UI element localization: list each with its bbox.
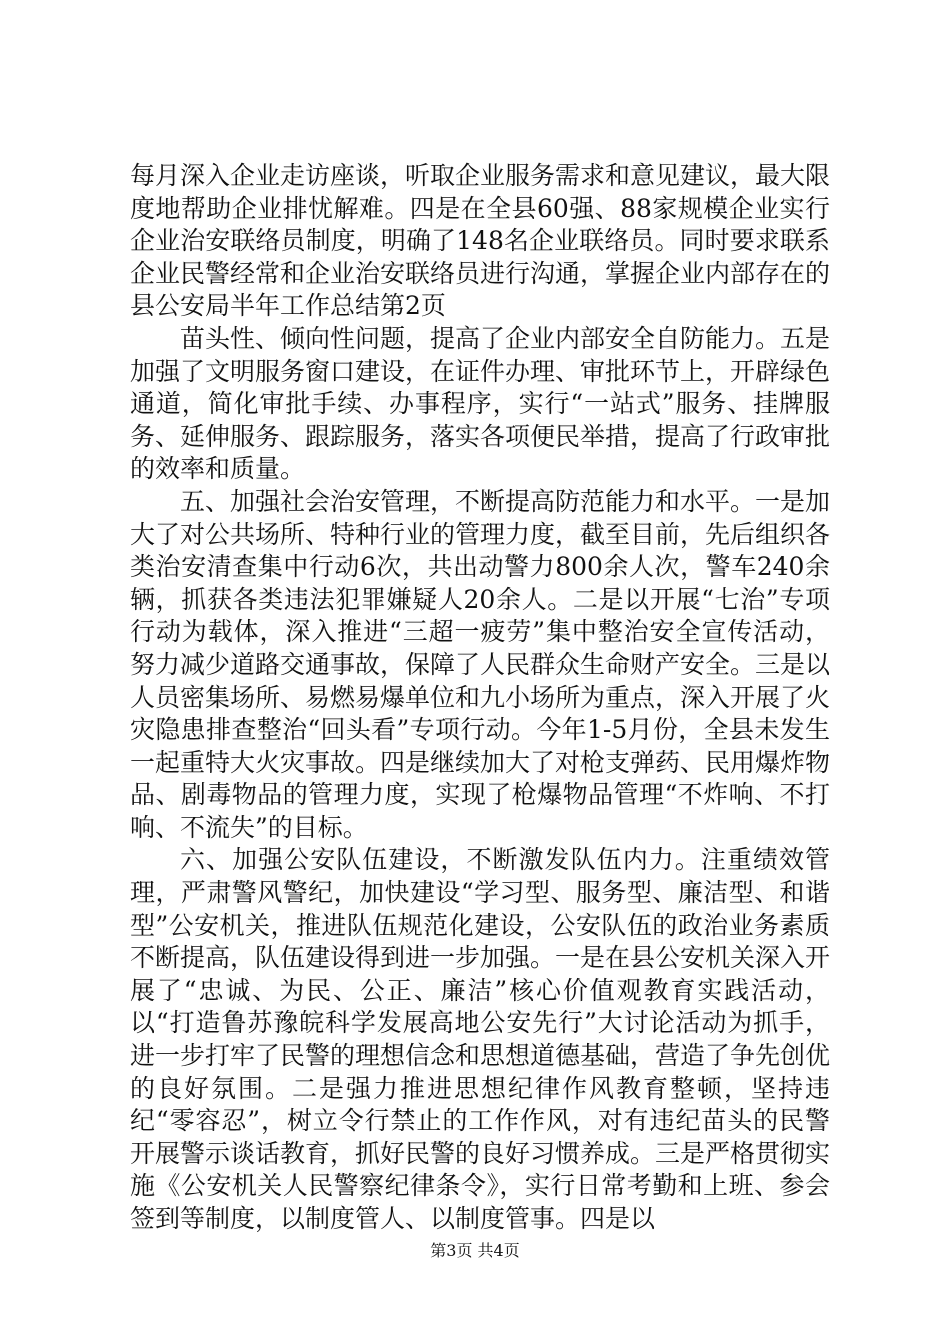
paragraph-1: 每月深入企业走访座谈，听取企业服务需求和意见建议，最大限度地帮助企业排忧解难。四是在全县60强、88家规模企业实行企业治安联络员制度，明确了148名企业联络员。同时要求联系企业民警经常和企业治安联络员进行沟通，掌握企业内部存在的县公安局半年工作总结第2页	[130, 161, 831, 321]
page-footer: 第3页 共4页	[430, 1241, 520, 1260]
paragraph-3: 五、加强社会治安管理，不断提高防范能力和水平。一是加大了对公共场所、特种行业的管理力度，截至目前，先后组织各类治安清查集中行动6次，共出动警力800余人次，警车240余辆，抓获各类违法犯罪嫌疑人20余人。二是以开展“七治”专项行动为载体，深入推进“三超一疲劳”集中整治安全宣传活动，努力减少道路交通事故，保障了人民群众生命财产安全。三是以人员密集场所、易燃易爆单位和九小场所为重点，深入开展了火灾隐患排查整治“回头看”专项行动。今年1-5月份，全县未发生一起重特大火灾事故。四是继续加大了对枪支弹药、民用爆炸物品、剧毒物品的管理力度，实现了枪爆物品管理“不炸响、不打响、不流失”的目标。	[130, 486, 831, 842]
paragraph-4: 六、加强公安队伍建设，不断激发队伍内力。注重绩效管理，严肃警风警纪，加快建设“学习型、服务型、廉洁型、和谐型”公安机关，推进队伍规范化建设，公安队伍的政治业务素质不断提高，队伍建设得到进一步加强。一是在县公安机关深入开展了“忠诚、为民、公正、廉洁”核心价值观教育实践活动，以“打造鲁苏豫皖科学发展高地公安先行”大讨论活动为抓手，进一步打牢了民警的理想信念和思想道德基础，营造了争先创优的良好氛围。二是强力推进思想纪律作风教育整顿，坚持违纪“零容忍”，树立令行禁止的工作作风，对有违纪苗头的民警开展警示谈话教育，抓好民警的良好习惯养成。三是严格贯彻实施《公安机关人民警察纪律条令》，实行日常考勤和上班、参会签到等制度，以制度管人、以制度管事。四是以	[130, 845, 831, 1233]
document-body	[130, 160, 830, 1236]
paragraph-2: 苗头性、倾向性问题，提高了企业内部安全自防能力。五是加强了文明服务窗口建设，在证件办理、审批环节上，开辟绿色通道，简化审批手续、办事程序，实行“一站式”服务、挂牌服务、延伸服务、跟踪服务，落实各项便民举措，提高了行政审批的效率和质量。	[130, 323, 831, 484]
